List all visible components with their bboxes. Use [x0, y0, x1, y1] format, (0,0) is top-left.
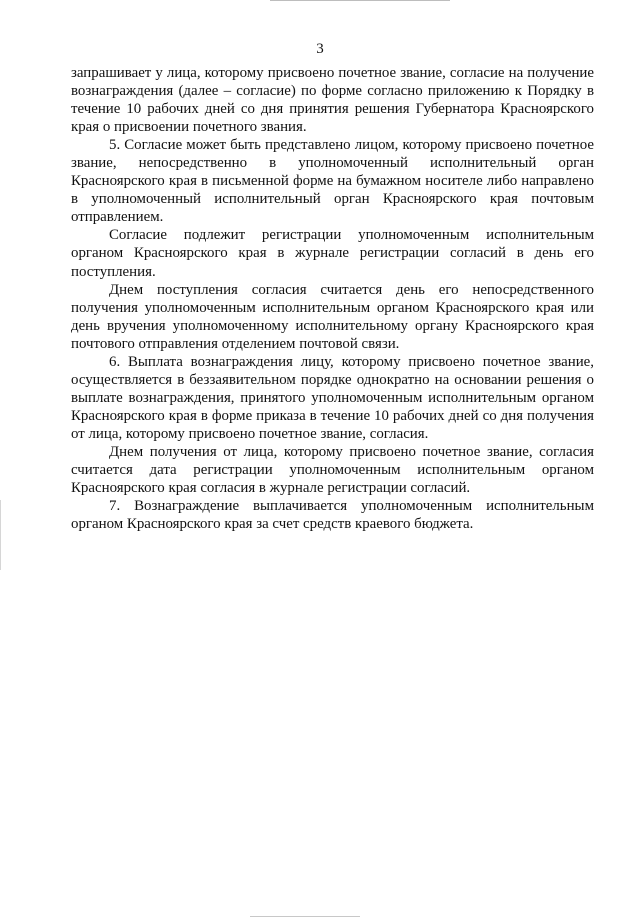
- paragraph-item-5: 5. Согласие может быть представлено лицом, которому присвоено почетное звание, непосредственно в уполномоченный исполнительный орган Красноярского края в письменной форме на бумажном носителе либо направлено в уполномоченный исполнительный орган Красноярского края почтовым отправлением.: [71, 137, 594, 226]
- page-number: 3: [316, 41, 324, 57]
- paragraph-consent-registration: Согласие подлежит регистрации уполномоченным исполнительным органом Красноярского края в журнале регистрации согласий в день его поступления.: [71, 227, 594, 280]
- paragraph-consent-request: запрашивает у лица, которому присвоено почетное звание, согласие на получение вознаграждения (далее – согласие) по форме согласно приложению к Порядку в течение 10 рабочих дней со дня принятия решения Губернатора Красноярского края о присвоении почетного звания.: [71, 65, 594, 136]
- top-edge-rule: [270, 0, 450, 1]
- document-body: [71, 64, 594, 533]
- paragraph-item-7: 7. Вознаграждение выплачивается уполномоченным исполнительным органом Красноярского края за счет средств краевого бюджета.: [71, 498, 594, 533]
- paragraph-receipt-date: Днем поступления согласия считается день его непосредственного получения уполномоченным исполнительным органом Красноярского края или день вручения уполномоченному исполнительному органу Красноярского края почтового отправления отделением почтовой связи.: [71, 281, 594, 352]
- left-edge-mark: [0, 500, 1, 570]
- paragraph-consent-receipt-date: Днем получения от лица, которому присвоено почетное звание, согласия считается дата регистрации уполномоченным исполнительным органом Красноярского края согласия в журнале регистрации согласий.: [71, 443, 594, 497]
- paragraph-item-6: 6. Выплата вознаграждения лицу, которому присвоено почетное звание, осуществляется в беззаявительном порядке однократно на основании решения о выплате вознаграждения, принятого уполномоченным исполнительным органом Красноярского края в форме приказа в течение 10 рабочих дней со дня получения от лица, которому присвоено почетное звание, согласия.: [71, 353, 594, 442]
